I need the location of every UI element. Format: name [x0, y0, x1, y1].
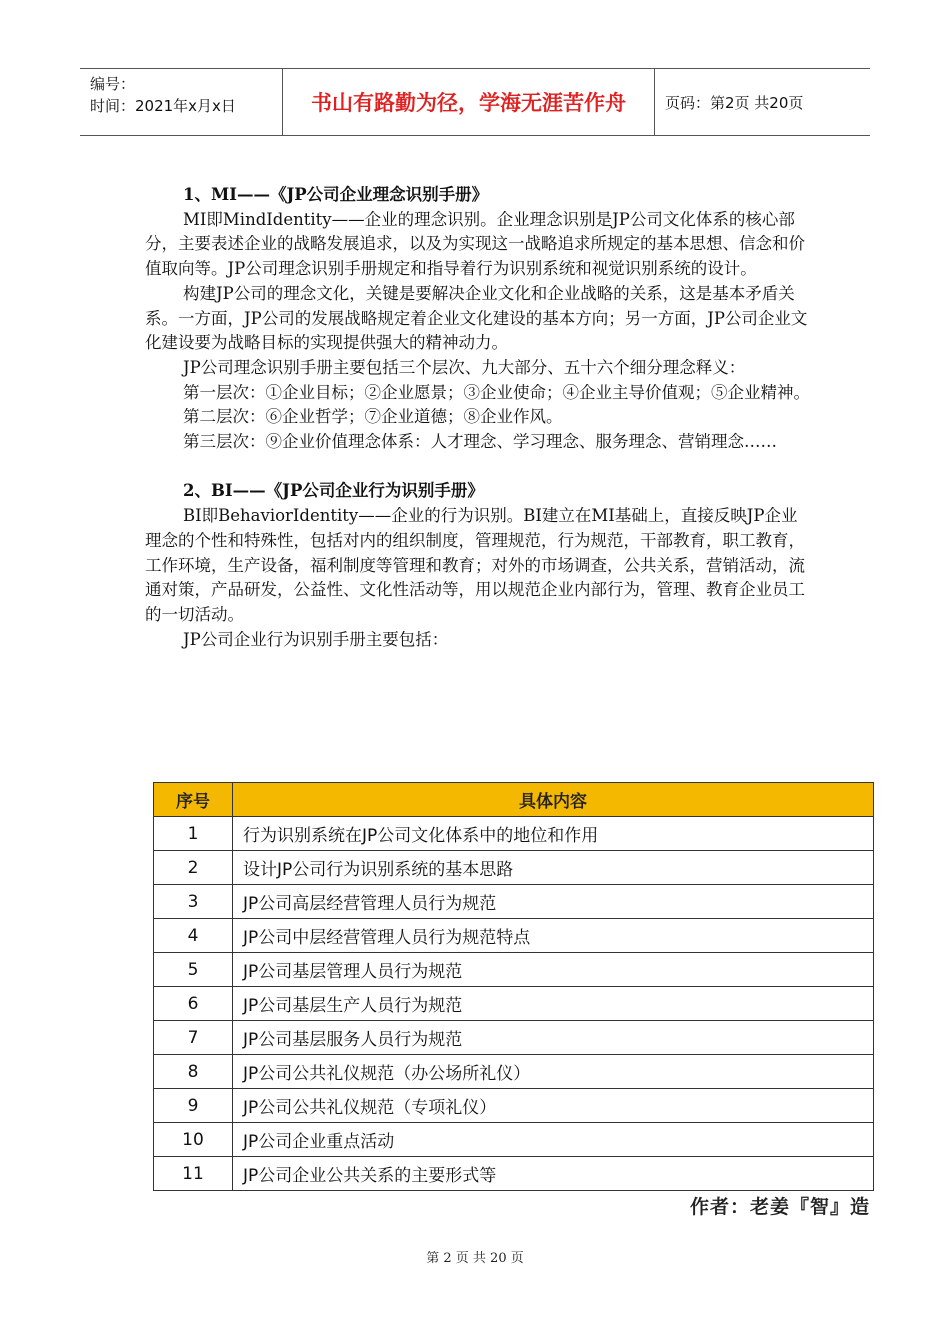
- row-number: 4: [154, 919, 233, 953]
- section1-paragraph: JP公司理念识别手册主要包括三个层次、九大部分、五十六个细分理念释义：: [183, 357, 746, 377]
- page-footer: 第 2 页 共 20 页: [426, 1251, 524, 1266]
- section-gap: [145, 455, 810, 480]
- section2-title: 2、BI——《JP公司企业行为识别手册》: [183, 481, 484, 501]
- row-content: JP公司公共礼仪规范（专项礼仪）: [233, 1089, 874, 1123]
- header-number-label: 编号：: [90, 75, 136, 93]
- table-header-number: 序号: [154, 783, 233, 817]
- row-content: JP公司基层服务人员行为规范: [233, 1021, 874, 1055]
- row-content: JP公司公共礼仪规范（办公场所礼仪）: [233, 1055, 874, 1089]
- author-signature: 作者：老姜『智』造: [689, 1196, 870, 1218]
- table-header-content: 具体内容: [233, 783, 874, 817]
- row-content: JP公司企业重点活动: [233, 1123, 874, 1157]
- section1-paragraph: MI即MindIdentity——企业的理念识别。企业理念识别是JP公司文化体系的核心部分，主要表述企业的战略发展追求，以及为实现这一战略追求所规定的基本思想、信念和价值取向等。JP公司理念识别手册规定和指导着行为识别系统和视觉识别系统的设计。: [145, 209, 805, 279]
- section1-paragraph: 第三层次：⑨企业价值理念体系：人才理念、学习理念、服务理念、营销理念……: [183, 432, 777, 452]
- row-content: JP公司中层经营管理人员行为规范特点: [233, 919, 874, 953]
- table-row: [154, 1157, 874, 1191]
- row-content: JP公司基层生产人员行为规范: [233, 987, 874, 1021]
- header-left-cell: [80, 69, 283, 135]
- section1-title: 1、MI——《JP公司企业理念识别手册》: [183, 185, 489, 204]
- page-header: [80, 68, 870, 136]
- row-content: JP公司基层管理人员行为规范: [233, 953, 874, 987]
- row-number: 1: [154, 817, 233, 851]
- section1-paragraph: 构建JP公司的理念文化，关键是要解决企业文化和企业战略的关系，这是基本矛盾关系。一方面，JP公司的发展战略规定着企业文化建设的基本方向；另一方面，JP公司企业文化建设要为战略目标的实现提供强大的精神动力。: [145, 283, 808, 353]
- header-motto: 书山有路勤为径，学海无涯苦作舟: [283, 69, 655, 135]
- row-number: 6: [154, 987, 233, 1021]
- header-page-label: 页码：第2页 共20页: [665, 93, 804, 112]
- row-number: 10: [154, 1123, 233, 1157]
- table-row: [154, 1021, 874, 1055]
- row-content: JP公司高层经营管理人员行为规范: [233, 885, 874, 919]
- document-body: [145, 183, 810, 652]
- table-row: [154, 885, 874, 919]
- table-row: [154, 953, 874, 987]
- table-row: [154, 987, 874, 1021]
- section2-paragraph: BI即BehaviorIdentity——企业的行为识别。BI建立在MI基础上，直接反映JP企业理念的个性和特殊性，包括对内的组织制度，管理规范，行为规范，干部教育，职工教育，工作环境，生产设备，福利制度等管理和教育；对外的市场调查，公共关系，营销活动，流通对策，产品研发，公益性、文化性活动等，用以规范企业内部行为，管理、教育企业员工的一切活动。: [145, 506, 805, 624]
- row-content: JP公司企业公共关系的主要形式等: [233, 1157, 874, 1191]
- table-row: [154, 817, 874, 851]
- row-number: 8: [154, 1055, 233, 1089]
- row-number: 7: [154, 1021, 233, 1055]
- table-row: [154, 1089, 874, 1123]
- behavior-manual-table: [153, 782, 874, 1191]
- table-row: [154, 1055, 874, 1089]
- row-number: 9: [154, 1089, 233, 1123]
- row-number: 5: [154, 953, 233, 987]
- table-header-row: [154, 783, 874, 817]
- section1-paragraph: 第一层次：①企业目标；②企业愿景；③企业使命；④企业主导价值观；⑤企业精神。: [183, 382, 810, 402]
- row-content: 行为识别系统在JP公司文化体系中的地位和作用: [233, 817, 874, 851]
- section1-paragraph: 第二层次：⑥企业哲学；⑦企业道德；⑧企业作风。: [183, 407, 563, 427]
- table-row: [154, 1123, 874, 1157]
- header-date-label: 时间：2021年x月x日: [90, 97, 236, 115]
- table-row: [154, 919, 874, 953]
- section2-paragraph: JP公司企业行为识别手册主要包括：: [183, 629, 449, 649]
- table-row: [154, 851, 874, 885]
- row-number: 3: [154, 885, 233, 919]
- row-number: 11: [154, 1157, 233, 1191]
- row-number: 2: [154, 851, 233, 885]
- row-content: 设计JP公司行为识别系统的基本思路: [233, 851, 874, 885]
